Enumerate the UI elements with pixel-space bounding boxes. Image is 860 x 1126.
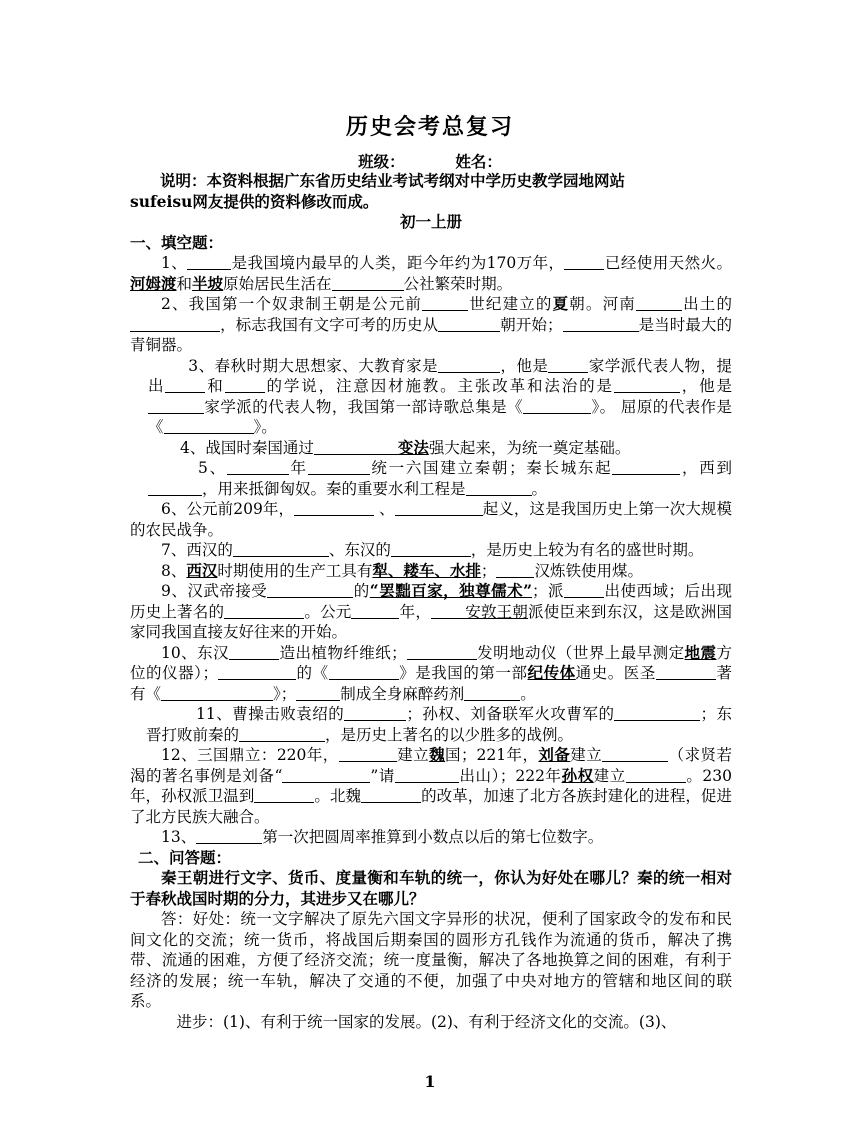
answer-blank[interactable]	[218, 664, 296, 680]
class-name-line	[0, 150, 860, 172]
answer-blank[interactable]	[614, 705, 700, 721]
question-6: 6、公元前209年， 、 起义，这是我国历史上第一次大规模的农民战争。	[130, 500, 732, 539]
answer-blank[interactable]	[548, 357, 588, 373]
question-8: 8、西汉时期使用的生产工具有犁、耧车、水排； 汉炼铁使用煤。	[161, 560, 643, 580]
answer-blank[interactable]	[656, 664, 716, 680]
qa-question: 秦王朝进行文字、货币、度量衡和车轨的统一，你认为好处在哪儿？秦的统一相对于春秋战国时期的分力，其进步又在哪儿？	[130, 868, 732, 908]
question-4: 4、战国时秦国通过 变法强大起来，为统一奠定基础。	[180, 437, 631, 457]
answer-blank[interactable]	[602, 746, 668, 762]
answer-blank[interactable]	[407, 644, 477, 660]
answer-blank[interactable]	[148, 398, 204, 414]
intro-line-1: 说明：本资料根据广东省历史结业考试考纲对中学历史教学园地网站	[160, 171, 626, 190]
answer-blank[interactable]	[196, 828, 262, 844]
answer-blank[interactable]	[612, 459, 680, 475]
page-number: 1	[424, 1072, 436, 1091]
qa-progress: 进步：(1)、有利于统一国家的发展。(2)、有利于经济文化的交流。(3)、	[176, 1012, 677, 1031]
question-12: 12、三国鼎立：220年， 建立魏国；221年，刘备建立 （求贤若渴的著名事例是刘备“ ”请 出山）；222年孙权建立 。230年，孙权派卫温到 。北魏 的改革，加速了北方各族封建化的进程，促进了北方民族大融合。	[130, 745, 732, 826]
question-10: 10、东汉 造出植物纤维纸； 发明地动仪（世界上最早测定地震方位的仪器）； 的《 》是我国的第一部纪传体通史。医圣 著有《 》； 制成全身麻醉药剂 。	[130, 642, 732, 703]
answer-blank[interactable]	[130, 316, 220, 332]
answer-blank[interactable]	[164, 418, 254, 434]
answer-blank[interactable]	[229, 644, 279, 660]
answer-blank[interactable]	[438, 316, 500, 332]
answer-blank[interactable]	[523, 398, 591, 414]
answer-blank[interactable]	[339, 746, 397, 762]
answer-blank[interactable]	[227, 459, 289, 475]
fill-in-section	[130, 253, 732, 1032]
answer-blank[interactable]	[431, 603, 465, 619]
answer-blank[interactable]	[267, 582, 353, 598]
answer-blank[interactable]	[329, 664, 399, 680]
answer-blank[interactable]	[351, 603, 399, 619]
answer-blank[interactable]	[296, 685, 340, 701]
answer-blank[interactable]	[224, 603, 304, 619]
answer-blank[interactable]	[254, 787, 314, 803]
answer-blank[interactable]	[564, 254, 604, 270]
answer-blank[interactable]	[187, 254, 231, 270]
question-9: 9、汉武帝接受 的“罢黜百家，独尊儒术”；派 出使西域；后出现历史上著名的 。公元 年， 安敦王朝派使臣来到东汉，这是欧洲国家同我国直接友好往来的开始。	[130, 581, 732, 641]
answer-blank[interactable]	[395, 500, 483, 516]
question-2: 2、我国第一个奴隶制王朝是公元前 世纪建立的夏朝。河南 出土的，标志我国有文字可考的历史从 朝开始； 是当时最大的青铜器。	[130, 294, 732, 354]
question-11: 11、曹操击败袁绍的 ；孙权、刘备联军火攻曹军的 ；东晋打败前秦的 ，是历史上著名的以少胜多的战例。	[146, 705, 732, 744]
intro	[130, 171, 732, 253]
class-label: 班级：	[358, 152, 405, 171]
answer-blank[interactable]	[308, 459, 370, 475]
question-5: 5、 年 统一六国建立秦朝；秦长城东起 ，西到，用来抵御匈奴。秦的重要水利工程是 。	[130, 458, 732, 499]
answer-blank[interactable]	[395, 767, 459, 783]
answer-blank[interactable]	[464, 685, 520, 701]
section-heading-qa: 二、问答题：	[138, 847, 232, 867]
answer-blank[interactable]	[225, 377, 265, 393]
answer-blank[interactable]	[344, 705, 406, 721]
answer-blank[interactable]	[438, 357, 500, 373]
qa-answer: 答：好处：统一文字解决了原先六国文字异形的状况，便利了国家政令的发布和民间文化的交流；统一货币，将战国后期秦国的圆形方孔钱作为流通的货币，解决了携带、流通的困难，方便了经济交流；统一度量衡，解决了各地换算之间的困难，有利于经济的发展；统一车轨，解决了交通的不便，加强了中央对地方的管辖和地区间的联系。	[130, 910, 732, 1010]
intro-line-2: sufeisu网友提供的资料修改而成。	[130, 191, 379, 211]
answer-blank[interactable]	[496, 562, 534, 578]
question-13: 13、 第一次把圆周率推算到小数点以后的第七位数字。	[161, 828, 604, 846]
answer-blank[interactable]	[564, 582, 604, 598]
page-title: 历史会考总复习	[345, 114, 514, 140]
answer-blank[interactable]	[148, 480, 202, 496]
answer-blank[interactable]	[361, 787, 421, 803]
answer-blank[interactable]	[282, 767, 370, 783]
question-7: 7、西汉的 、东汉的 ，是历史上较为有名的盛世时期。	[161, 541, 704, 559]
answer-blank[interactable]	[466, 480, 532, 496]
answer-blank[interactable]	[332, 275, 404, 291]
section-heading-fill: 一、填空题：	[130, 232, 224, 252]
answer-blank[interactable]	[165, 377, 205, 393]
answer-blank[interactable]	[239, 726, 325, 742]
answer-blank[interactable]	[233, 541, 329, 557]
answer-blank[interactable]	[422, 295, 468, 311]
answer-blank[interactable]	[614, 377, 680, 393]
answer-blank[interactable]	[391, 541, 471, 557]
answer-blank[interactable]	[636, 295, 682, 311]
question-1: 1、 是我国境内最早的人类，距今年约为170万年， 已经使用天然火。河姆渡和半坡原始居民生活在 公社繁荣时期。	[130, 254, 732, 293]
book-heading: 初一上册	[399, 212, 462, 231]
answer-blank[interactable]	[314, 439, 398, 455]
name-label: 姓名：	[455, 152, 502, 171]
question-3: 3、春秋时期大思想家、大教育家是 ，他是 家学派代表人物，提出 和 的学说，注意因材施教。主张改革和法治的是 ，他是家学派的代表人物，我国第一部诗歌总集是《 》。 屈原的代表作是《 》。	[148, 356, 732, 436]
answer-blank[interactable]	[563, 316, 639, 332]
answer-blank[interactable]	[626, 767, 686, 783]
answer-blank[interactable]	[161, 685, 273, 701]
answer-blank[interactable]	[294, 500, 374, 516]
